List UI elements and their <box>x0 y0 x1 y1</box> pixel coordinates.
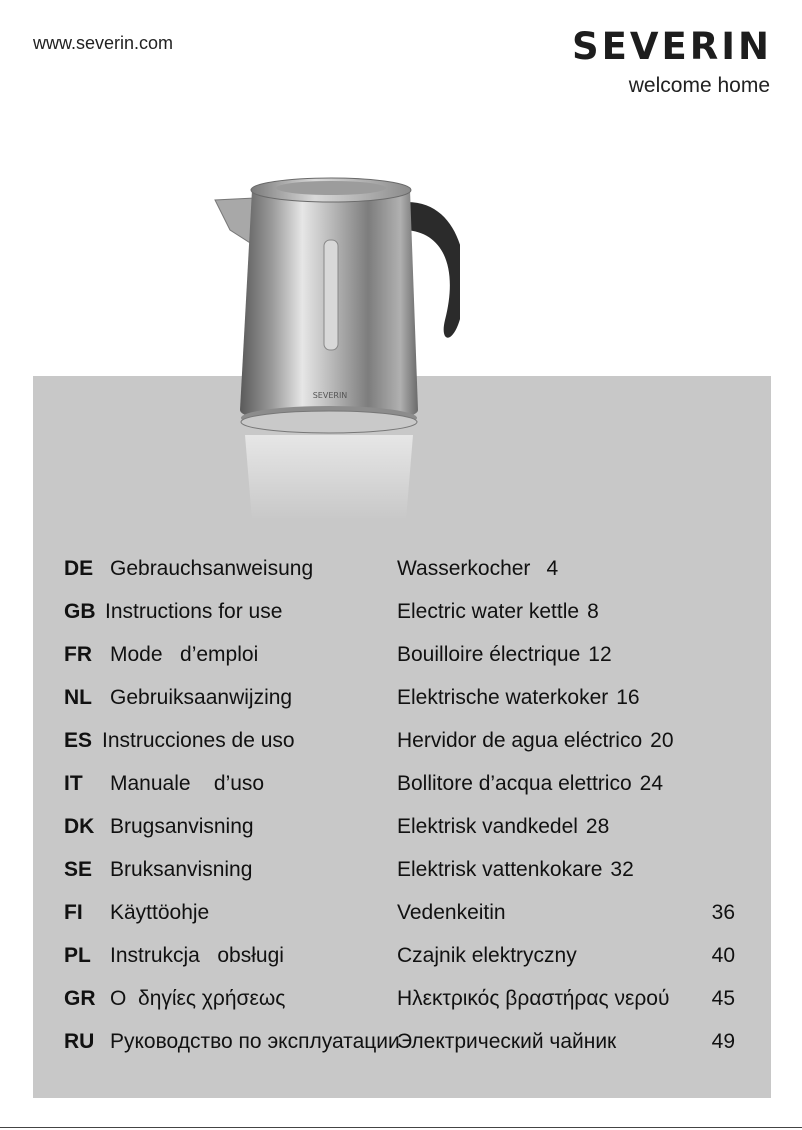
kettle-brand-mark: SEVERIN <box>312 391 348 400</box>
product-name <box>397 600 599 624</box>
toc-row-fi <box>64 901 744 944</box>
language-code: DE <box>64 557 94 580</box>
language-code: FR <box>64 643 92 666</box>
manual-title: Instrukcja obsługi <box>110 944 284 967</box>
manual-title: Brugsanvisning <box>110 815 254 838</box>
product-label: Wasserkocher <box>397 557 531 580</box>
page-number: 4 <box>546 557 559 580</box>
manual-title: Mode d’emploi <box>110 643 259 666</box>
product-label: Elektrisk vandkedel <box>397 815 578 838</box>
page-number: 40 <box>711 944 735 967</box>
page-number: 20 <box>650 729 674 752</box>
toc-row-pl <box>64 944 744 987</box>
product-name <box>397 901 506 925</box>
manual-title: Gebruiksaanwijzing <box>110 686 293 709</box>
language-code: FI <box>64 901 83 924</box>
toc-row-it <box>64 772 744 815</box>
kettle-photo-icon <box>200 160 460 540</box>
page-number: 28 <box>585 815 610 838</box>
toc-row-de <box>64 557 744 600</box>
bottom-rule <box>0 1127 802 1128</box>
product-label: Electric water kettle <box>397 600 580 623</box>
page-number: 24 <box>639 772 663 795</box>
manual-title: Gebrauchsanweisung <box>110 557 314 580</box>
product-name <box>397 1030 616 1054</box>
product-label: Ηλεκτρικός βραστήρας νερού <box>397 987 670 1010</box>
product-name <box>397 686 640 710</box>
product-name <box>397 643 612 667</box>
page-number: 32 <box>610 858 634 881</box>
page-number: 49 <box>711 1030 735 1053</box>
brand-block <box>572 26 772 98</box>
product-name <box>397 557 558 581</box>
language-code: PL <box>64 944 91 967</box>
page-number: 36 <box>711 901 735 924</box>
language-code: IT <box>64 772 83 795</box>
manual-title: Instructions for use <box>105 600 283 623</box>
severin-logo: SEVERIN <box>571 25 772 68</box>
language-code: DK <box>64 815 95 838</box>
manual-title: Käyttöohje <box>110 901 210 924</box>
product-name <box>397 944 577 968</box>
language-code: GB <box>64 600 96 623</box>
language-code: RU <box>64 1030 95 1053</box>
product-label: Vedenkeitin <box>397 901 506 924</box>
toc-row-nl <box>64 686 744 729</box>
manual-title: Ο δηγίες χρήσεως <box>110 987 286 1010</box>
language-code: SE <box>64 858 93 881</box>
product-label: Электрический чайник <box>397 1030 617 1053</box>
toc-row-fr <box>64 643 744 686</box>
language-code: GR <box>64 987 96 1010</box>
manual-title: Руководство по эксплуатации <box>110 1030 400 1053</box>
language-code: NL <box>64 686 92 709</box>
toc-row-gr <box>64 987 744 1030</box>
product-name <box>397 772 663 796</box>
page-number: 45 <box>711 987 735 1010</box>
product-name <box>397 858 634 882</box>
page-number: 8 <box>587 600 599 623</box>
toc-row-ru <box>64 1030 744 1073</box>
toc-row-se <box>64 858 744 901</box>
page-number: 12 <box>588 643 612 666</box>
language-index <box>64 557 744 1073</box>
product-name <box>397 987 669 1011</box>
product-name <box>397 815 609 839</box>
tagline: welcome home <box>628 74 770 97</box>
product-label: Elektrische waterkoker <box>397 686 609 709</box>
page-number: 16 <box>616 686 640 709</box>
manual-title: Manuale d’uso <box>110 772 265 795</box>
product-label: Bouilloire électrique <box>397 643 581 666</box>
manual-title: Bruksanvisning <box>110 858 253 881</box>
product-label: Hervidor de agua eléctrico <box>397 729 643 752</box>
language-code: ES <box>64 729 93 752</box>
website-url: www.severin.com <box>33 33 174 53</box>
toc-row-dk <box>64 815 744 858</box>
product-label: Elektrisk vattenkokare <box>397 858 603 881</box>
product-name <box>397 729 674 753</box>
product-label: Czajnik elektryczny <box>397 944 577 967</box>
toc-row-es <box>64 729 744 772</box>
manual-title: Instrucciones de uso <box>102 729 295 752</box>
product-label: Bollitore d’acqua elettrico <box>397 772 632 795</box>
toc-row-gb <box>64 600 744 643</box>
